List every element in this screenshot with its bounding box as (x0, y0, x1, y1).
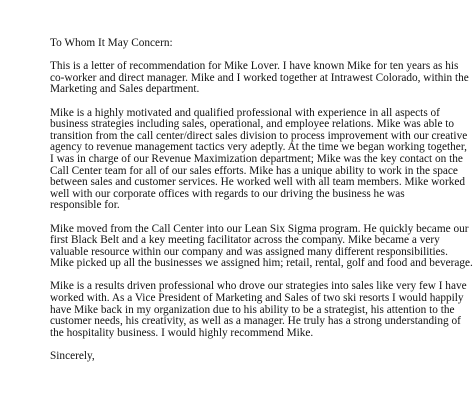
text-line: Mike is a results driven professional who drove our strategies into sales like very few I have (50, 280, 467, 293)
text-line: Mike moved from the Call Center into our Lean Six Sigma program. He quickly became our (50, 222, 469, 235)
text-line: responsible for. (50, 199, 120, 212)
text-line: have Mike back in my organization due to his ability to be a strategist, his attention to the (50, 303, 455, 316)
text-line: co-worker and direct manager. Mike and I worked together at Intrawest Colorado, within the (50, 71, 469, 84)
text-line: I was in charge of our Revenue Maximization department; Mike was the key contact on the (50, 152, 463, 165)
paragraph-six-sigma (50, 222, 473, 270)
salutation: To Whom It May Concern: (50, 37, 173, 49)
text-line: This is a letter of recommendation for Mike Lover. I have known Mike for ten years as his (50, 60, 459, 73)
text-line: well with our corporate offices with regards to our driving the business he was (50, 187, 405, 200)
text-line: Call Center team for all of our sales efforts. Mike has a unique ability to work in the space (50, 164, 458, 177)
text-line: agency to revenue management tactics very adeptly. At the time we began working together, (50, 141, 467, 154)
text-line: first Black Belt and a key meeting facilitator across the company. Mike became a very (50, 234, 440, 247)
text-line: customer needs, his creativity, as well as a manager. He truly has a strong understanding of (50, 315, 461, 328)
text-line: business strategies including sales, operational, and employee relations. Mike was able to (50, 118, 455, 131)
text-line: Marketing and Sales department. (50, 83, 200, 96)
text-line: between sales and customer services. He worked well with all team members. Mike worked (50, 176, 466, 189)
paragraph-gap (50, 96, 470, 108)
text-line: the hospitality business. I would highly recommend Mike. (50, 326, 314, 339)
text-line: Mike is a highly motivated and qualified professional with experience in all aspects of (50, 106, 440, 119)
paragraph-gap (50, 339, 470, 351)
paragraph-introduction (50, 61, 470, 96)
recommendation-letter (50, 37, 473, 363)
text-line: Mike picked up all the businesses we assigned him; retail, rental, golf and food and beverage. (50, 257, 473, 270)
closing: Sincerely, (50, 350, 95, 363)
paragraph-recommendation (50, 281, 470, 339)
text-line: valuable resource within our company and was assigned many different responsibilities. (50, 245, 448, 258)
paragraph-gap (50, 212, 470, 224)
text-line: transition from the call center/direct sales division to process improvement with our creative (50, 129, 468, 142)
paragraph-qualifications (50, 108, 470, 212)
text-line: worked with. As a Vice President of Marketing and Sales of two ski resorts I would happily (50, 292, 464, 305)
